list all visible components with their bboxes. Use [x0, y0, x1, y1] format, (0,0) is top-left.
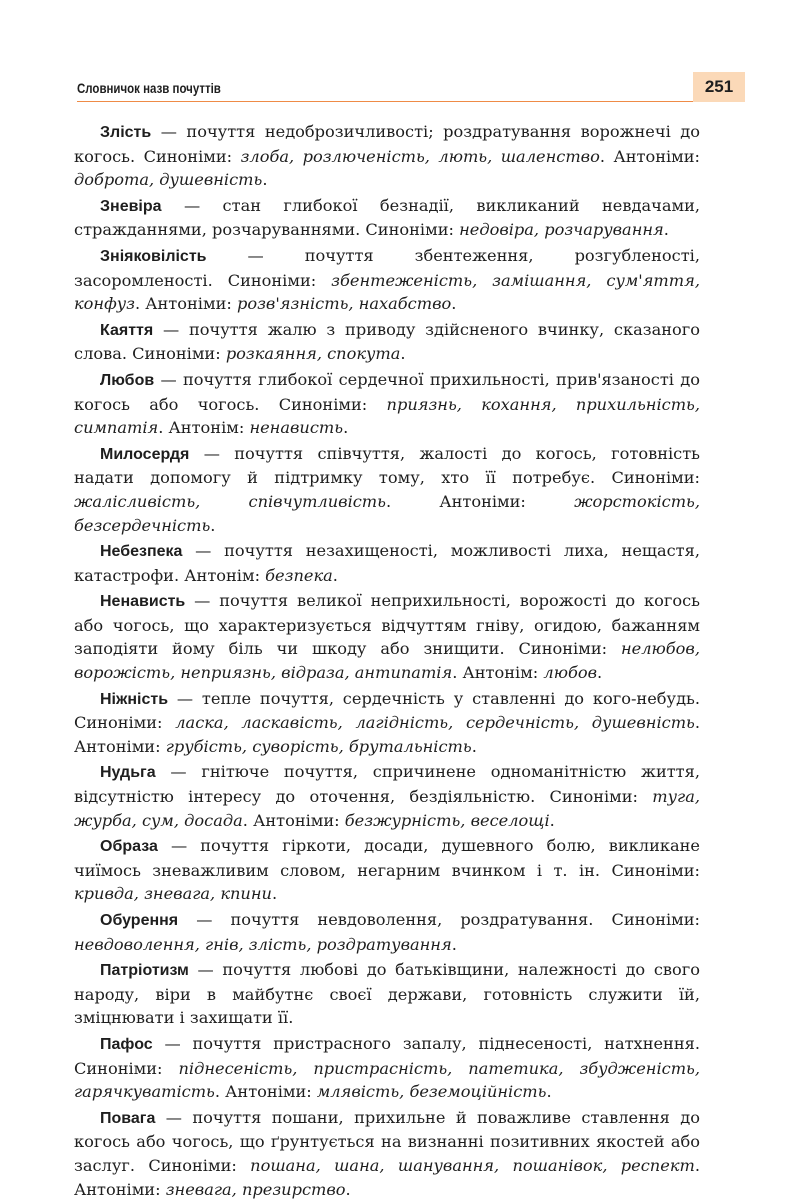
entry-synonyms: туга, журба, сум, досада — [74, 787, 701, 830]
antonyms-label: . Антоніми: — [134, 294, 237, 314]
entry-end: . — [345, 1179, 351, 1199]
entry-term: Зніяковілість — [100, 247, 207, 265]
synonyms-label: Синоніми: — [278, 394, 387, 414]
antonyms-label: . Антонім: — [158, 418, 250, 438]
glossary-entry — [74, 760, 700, 832]
header-divider — [77, 101, 745, 102]
synonyms-label: Синоніми: — [611, 910, 700, 929]
entry-term: Милосердя — [100, 445, 190, 463]
glossary-entry — [74, 589, 700, 684]
glossary-entry — [74, 958, 700, 1030]
entry-term: Пафос — [100, 1035, 153, 1053]
entry-synonyms: пошана, шана, шанування, пошанівок, респект — [250, 1155, 695, 1175]
antonyms-label: . Антонім: — [452, 663, 544, 683]
entry-definition: — тепле почуття, сердечність у ставленні до кого-небудь. — [168, 688, 700, 708]
glossary-content — [74, 120, 700, 1203]
entry-term: Любов — [100, 371, 155, 389]
entry-end: . — [271, 884, 278, 904]
glossary-entry — [74, 1032, 700, 1104]
entry-term: Патріотизм — [100, 962, 189, 980]
entry-term: Повага — [100, 1109, 156, 1127]
synonyms-label: Синоніми: — [74, 713, 176, 733]
antonyms-label: . Антоніми: — [385, 491, 575, 511]
entry-term: Ненависть — [100, 593, 186, 611]
entry-synonyms: нелюбов, ворожість, неприязнь, відраза, антипатія — [74, 639, 700, 683]
synonyms-label: Синоніми: — [227, 270, 332, 290]
synonyms-label: Синоніми: — [143, 146, 241, 166]
entry-end: . — [400, 344, 406, 364]
glossary-entry — [74, 834, 700, 906]
synonyms-label: Синоніми: — [611, 860, 700, 880]
entry-antonyms: грубість, суворість, брутальність — [165, 736, 472, 756]
synonyms-label: Синоніми: — [148, 1155, 251, 1175]
entry-antonyms: любов — [543, 663, 598, 683]
entry-antonyms: доброта, душевність — [74, 170, 263, 190]
synonyms-label: Синоніми: — [611, 468, 700, 488]
antonyms-label: . Антоніми: — [74, 1155, 700, 1199]
entry-synonyms: жалісливість, співчутливість — [74, 491, 386, 511]
entry-antonyms: безжурність, веселощі — [344, 810, 550, 830]
glossary-entry — [74, 539, 700, 587]
entry-end: . — [471, 736, 477, 756]
antonym-label: Антонім: — [184, 565, 266, 585]
entry-antonyms: безпека — [265, 565, 333, 585]
glossary-entry — [74, 368, 700, 440]
antonyms-label: . Антоніми: — [74, 713, 701, 756]
glossary-entry — [74, 687, 700, 759]
glossary-entry — [74, 194, 700, 242]
entry-term: Нудьга — [100, 764, 156, 782]
entry-definition: — почуття збентеження, розгубленості, засоромленості. — [74, 245, 700, 290]
entry-end: . — [210, 515, 216, 535]
entry-definition: — почуття пристрасного запалу, піднесеності, натхнення. — [152, 1033, 700, 1053]
entry-definition: — почуття гіркоти, досади, душевного болю, викликане чиїмось зневажливим словом, негарним вчинком і т. ін. — [74, 836, 700, 880]
entry-definition: — почуття жалю з приводу здійсненого вчинку, сказаного слова. — [74, 319, 700, 364]
entry-end: . — [451, 934, 457, 954]
glossary-entry — [74, 1106, 700, 1201]
entry-definition: — почуття любові до батьківщини, належності до свого народу, віри в майбутнє своєї держави, готовність служити їй, зміцнювати і захищати її. — [74, 960, 700, 1028]
entry-end: . — [597, 663, 603, 683]
entry-end: . — [332, 565, 338, 585]
entry-term: Образа — [100, 838, 158, 856]
entry-end: . — [546, 1082, 552, 1102]
antonyms-label: . Антоніми: — [599, 146, 700, 166]
entry-synonyms: недовіра, розчарування — [459, 220, 664, 240]
entry-definition: — почуття співчуття, жалості до когось, готовність надати допомогу й підтримку тому, хто її потребує. — [74, 443, 700, 488]
entry-definition: — почуття пошани, прихильне й поважливе ставлення до когось або чогось, що ґрунтується на визнанні позитивних якостей або заслуг. — [74, 1107, 700, 1175]
entry-end: . — [549, 810, 555, 830]
entry-term: Ніжність — [100, 690, 169, 708]
synonyms-label: Синоніми: — [132, 344, 226, 364]
entry-synonyms: ласка, ласкавість, лагідність, сердечність, душевність — [175, 713, 695, 733]
entry-definition: — почуття глибокої сердечної прихильності, прив'язаності до когось або чогось. — [74, 369, 700, 414]
entry-term: Небезпека — [100, 543, 183, 561]
glossary-entry — [74, 442, 700, 537]
entry-term: Злість — [100, 124, 152, 141]
entry-definition: — почуття незахищеності, можливості лиха, нещастя, катастрофи. — [74, 541, 700, 585]
entry-end: . — [451, 294, 457, 314]
synonyms-label: Синоніми: — [549, 787, 653, 807]
entry-definition: — гнітюче почуття, спричинене одноманітністю життя, відсутністю інтересу до оточення, бездіяльністю. — [74, 762, 700, 807]
entry-synonyms: невдоволення, гнів, злість, роздратування — [74, 934, 452, 954]
section-title: Словничок назв почуттів — [77, 80, 221, 96]
entry-antonyms: млявість, беземоційність — [316, 1082, 547, 1102]
entry-term: Обурення — [100, 912, 179, 929]
synonyms-label: Синоніми: — [518, 639, 621, 659]
entry-definition: — почуття великої неприхильності, ворожості до когось або чогось, що характеризується відчуттям гніву, огидою, бажанням заподіяти йому біль чи шкоду або знищити. — [74, 591, 700, 659]
entry-antonyms: зневага, презирство — [165, 1179, 346, 1199]
synonyms-label: Синоніми: — [74, 1058, 179, 1078]
entry-synonyms: злоба, розлюченість, лють, шаленство — [240, 146, 600, 166]
glossary-entry — [74, 120, 700, 192]
entry-term: Зневіра — [100, 197, 162, 215]
entry-end: . — [262, 170, 268, 190]
entry-definition: — стан глибокої безнадії, викликаний невдачами, стражданнями, розчаруваннями. — [74, 195, 700, 240]
entry-synonyms: розкаяння, спокута — [225, 344, 401, 364]
entry-antonyms: жорстокість, безсердечність — [74, 491, 700, 535]
entry-definition: — почуття невдоволення, роздратування. — [178, 910, 612, 929]
entry-antonyms: розв'язність, нахабство — [236, 294, 452, 314]
antonyms-label: . Антоніми: — [214, 1082, 317, 1102]
glossary-entry — [74, 908, 700, 956]
entry-end: . — [343, 418, 349, 438]
entry-synonyms: піднесеність, пристрасність, патетика, збудженість, гарячкуватість — [74, 1058, 701, 1102]
page-header — [77, 72, 745, 102]
glossary-entry — [74, 318, 700, 366]
entry-synonyms: збентеженість, замішання, сум'яття, конфуз — [74, 270, 700, 314]
entry-antonyms: ненависть — [249, 418, 344, 438]
synonyms-label: Синоніми: — [365, 220, 460, 240]
entry-term: Каяття — [100, 321, 154, 339]
entry-synonyms: приязнь, кохання, прихильність, симпатія — [74, 394, 700, 438]
glossary-entry — [74, 244, 700, 316]
entry-definition: — почуття недоброзичливості; роздратування ворожнечі до когось. — [74, 122, 700, 166]
entry-end: . — [663, 220, 669, 240]
page-number: 251 — [693, 72, 745, 102]
antonyms-label: . Антоніми: — [242, 810, 345, 830]
entry-synonyms: кривда, зневага, кпини — [74, 884, 272, 904]
